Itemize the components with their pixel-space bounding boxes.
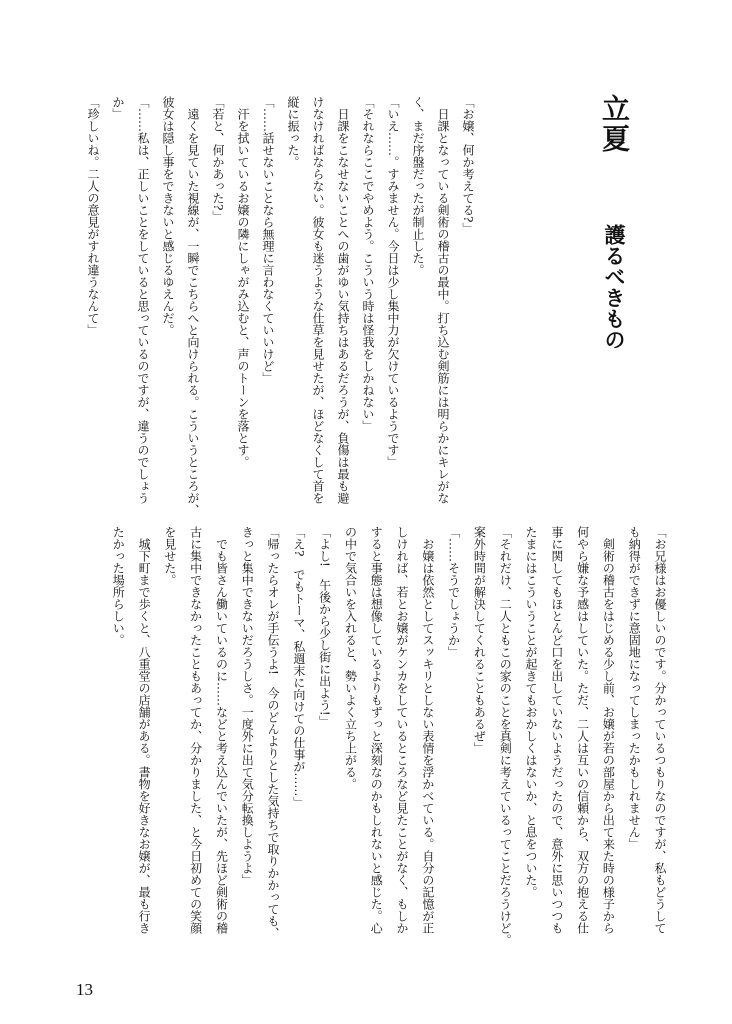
text-column: く、まだ序盤だったが制止した。 (411, 96, 425, 276)
text-column: たかった場所らしい。 (111, 526, 126, 646)
text-column: か」 (111, 96, 125, 120)
text-column: 日課となっている剣術の稽古の最中。打ち込む剣筋には明らかにキレがな (436, 96, 450, 504)
text-column: 何やら嫌な予感はしていた。ただ、二人は互いの信頼から、双方の抱える仕 (575, 526, 590, 934)
text-column: でも皆さん働いているのに……などと考え込んでいたが、先ほど剣術の稽 (214, 526, 229, 934)
text-column: 「それだけ、二人ともこの家のことを真剣に考えているってことだろうけど。 (498, 526, 513, 946)
title-gap (614, 154, 615, 224)
text-column: 古に集中できなかったこともあってか、分かりました、と今日初めての笑顔 (188, 526, 203, 934)
chapter-title (596, 94, 632, 350)
text-column: 「え? でもトーマ、私週末に向けての仕事が……」 (291, 526, 306, 809)
text-column: 「帰ったらオレが手伝うよ! 今のどんよりとした気持ちで取りかかっても、 (266, 526, 281, 939)
text-column: 「……私は、正しいことをしていると思っているのですが、違うのでしょう (136, 96, 150, 504)
text-column: 事に関してもほとんど口を出していないようだったので、意外に思いつつも (549, 526, 564, 934)
text-column: 「お兄様はお優しいのです。分かっているつもりなのですが、私もどうして (653, 526, 667, 934)
text-column: 「……そうでしょうか」 (446, 526, 461, 658)
text-column: 「それならここでやめよう。こういう時は怪我をしかねない」 (361, 96, 375, 432)
text-column: たまにはこういうことが起きてもおかしくはないか、と息をついた。 (524, 526, 539, 898)
text-column: 剣術の稽古をはじめる少し前、お嬢が若の部屋から出て来た時の様子から (601, 526, 616, 934)
text-column: を見せた。 (162, 526, 177, 586)
text-column: 日課をこなせないことへの歯がゆい気持ちはあるだろうが、負傷は最も避 (336, 96, 350, 504)
text-column: 案外時間が解決してくれることもあるぜ」 (472, 526, 487, 754)
text-column: 「よし! 午後から少し街に出よう!」 (317, 526, 332, 728)
lower-text-block (104, 526, 672, 946)
text-column: 遠くを見ていた視線が、一瞬でこちらへと向けられる。こういうところが、 (186, 96, 200, 516)
text-column: 彼女は隠し事をできないと感じるゆえんだ。 (161, 96, 175, 336)
text-column: きっと集中できないだろうしさ。一度外に出て気分転換しようよ」 (240, 526, 255, 886)
chapter-season: 立夏 (598, 94, 631, 154)
text-column: 「……話せないことなら無理に言わなくていいけど」 (261, 96, 275, 384)
page-number: 13 (76, 980, 93, 999)
text-column: 汗を拭いているお嬢の隣にしゃがみ込むと、声のトーンを落とす。 (236, 96, 250, 468)
upper-text-block (80, 96, 480, 516)
text-column: 「お嬢、何か考えてる?」 (461, 96, 475, 235)
chapter-subtitle: 護るべきもの (602, 224, 627, 350)
text-column: も納得ができずに意固地になってしまったかもしれません」 (627, 526, 642, 850)
text-column: すると事態は想像しているよりもずっと深刻なのかもしれないと感じた。心 (369, 526, 384, 934)
text-column: 「珍しいね。二人の意見がすれ違うなんて」 (86, 96, 100, 336)
text-column: の中で気合いを入れると、勢いよく立ち上がる。 (343, 526, 358, 790)
text-column: 縦に振った。 (286, 96, 300, 168)
text-column: 「いえ……。すみません。今日は少し集中力が欠けているようです」 (386, 96, 400, 468)
text-column: お嬢は依然としてスッキリとしない表情を浮かべている。自分の記憶が正 (420, 526, 435, 934)
text-column: 城下町まで歩くと、八重堂の店舗がある。書物を好きなお嬢が、最も行き (137, 526, 152, 934)
text-column: しければ、若とお嬢がケンカをしているところなど見たことがなく、もしか (395, 526, 410, 934)
text-column: けなければならない。彼女も迷うような仕草を見せたが、ほどなくして首を (311, 96, 325, 504)
text-column: 「若と、何かあった?」 (211, 96, 225, 223)
